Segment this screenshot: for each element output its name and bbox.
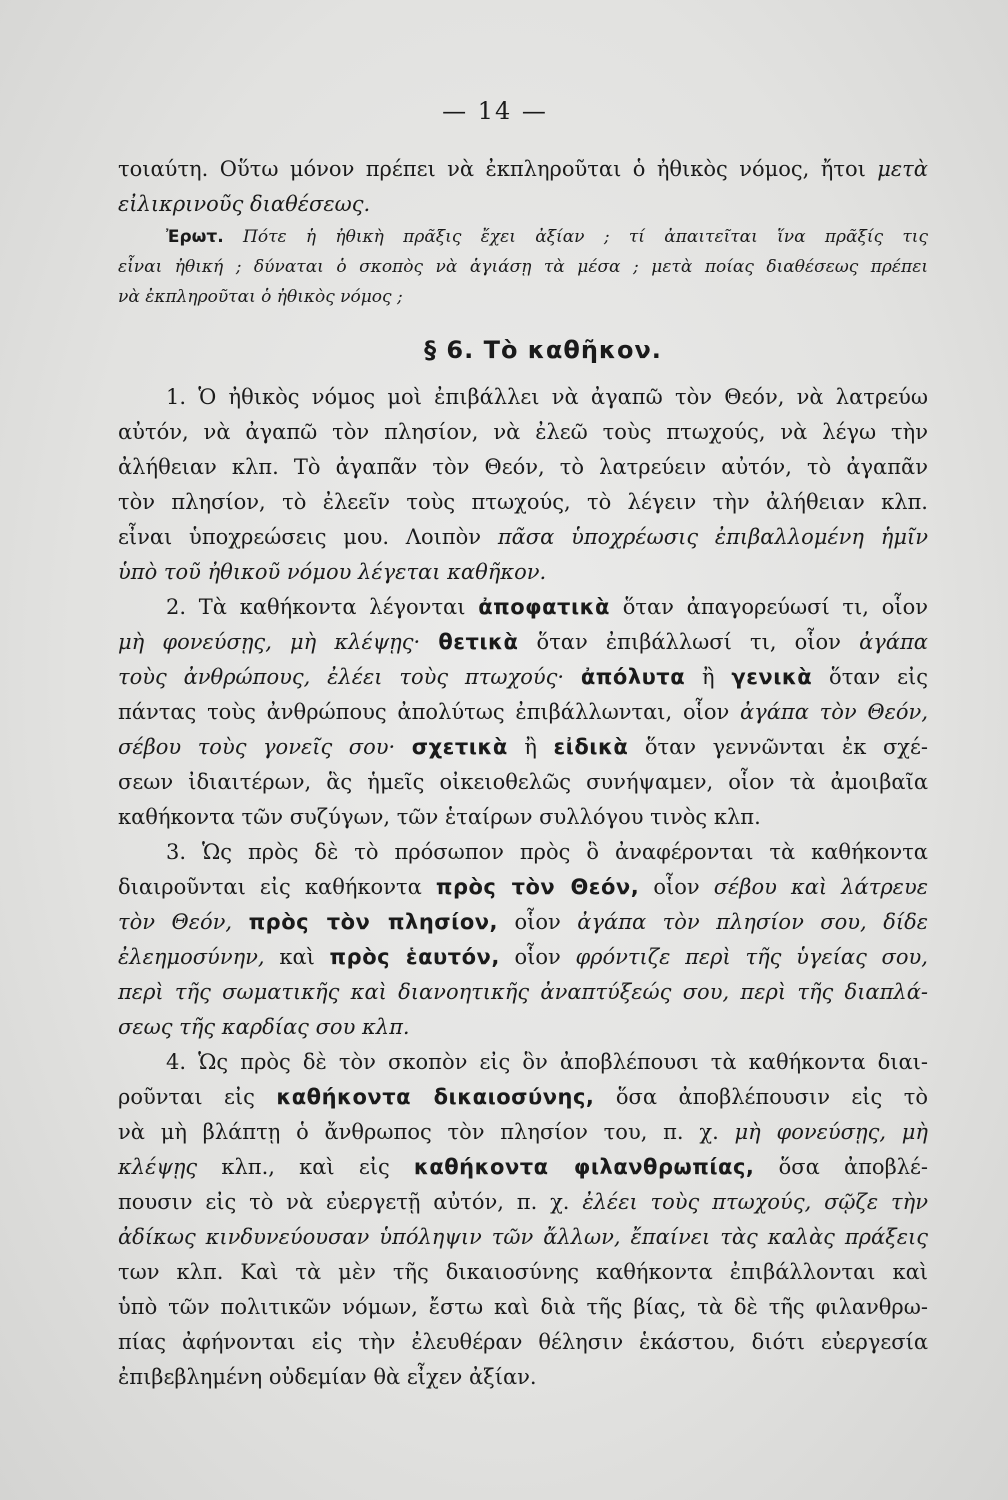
paragraph-1: 1. Ὁ ἠθικὸς νόμος μοὶ ἐπιβάλλει νὰ ἀγαπῶ τὸν Θεόν, νὰ λατρεύω αὐτόν, νὰ ἀγαπῶ τὸν πλησίον, νὰ ἐλεῶ τοὺς πτωχούς, νὰ λέγω τὴν ἀλήθειαν κλπ. Τὸ ἀγαπᾶν τὸν Θεόν, τὸ λατρεύειν αὐτόν, τὸ ἀγαπᾶν τὸν πλησίον, τὸ ἐλεεῖν τοὺς πτωχούς, τὸ λέγειν τὴν ἀλήθειαν κλπ. εἶναι ὑποχρεώσεις μου. Λοιπὸν πᾶσα ὑποχρέωσις ἐπιβαλλομένη ἡμῖν ὑπὸ τοῦ ἠθικοῦ νόμου λέγεται καθῆκον.: [118, 385, 928, 584]
intro-line-1: τοιαύτη. Οὕτω μόνον πρέπει νὰ ἐκπληροῦται ὁ ἠθικὸς νόμος, ἤτοι μετὰ: [118, 157, 928, 181]
paragraph-2: 2. Τὰ καθήκοντα λέγονται ἀποφατικὰ ὅταν ἀπαγορεύωσί τι, οἷον μὴ φονεύσῃς, μὴ κλέψῃς· θετικὰ ὅταν ἐπιβάλλωσί τι, οἷον ἀγάπα τοὺς ἀνθρώπους, ἐλέει τοὺς πτωχούς· ἀπόλυτα ἢ γενικὰ ὅταν εἰς πάντας τοὺς ἀνθρώπους ἀπολύτως ἐπιβάλλωνται, οἷον ἀγάπα τὸν Θεόν, σέβου τοὺς γονεῖς σου· σχετικὰ ἢ εἰδικὰ ὅταν γεννῶνται ἐκ σχέ- σεων ἰδιαιτέρων, ἃς ἡμεῖς οἰκειοθελῶς συνήψαμεν, οἷον τὰ ἀμοιβαῖα καθήκοντα τῶν συζύγων, τῶν ἑταίρων συλλόγου τινὸς κλπ.: [118, 595, 928, 829]
question-line-2: εἶναι ἠθική ; δύναται ὁ σκοπὸς νὰ ἁγιάσῃ τὰ μέσα ; μετὰ ποίας διαθέσεως πρέπει: [118, 257, 928, 277]
question-line-3: νὰ ἐκπληροῦται ὁ ἠθικὸς νόμος ;: [118, 287, 403, 307]
body-text: [118, 152, 928, 1395]
paragraph-4: 4. Ὡς πρὸς δὲ τὸν σκοπὸν εἰς ὃν ἀποβλέπουσι τὰ καθήκοντα διαι- ροῦνται εἰς καθήκοντα δικαιοσύνης, ὅσα ἀποβλέπουσιν εἰς τὸ νὰ μὴ βλάπτῃ ὁ ἄνθρωπος τὸν πλησίον του, π. χ. μὴ φονεύσῃς, μὴ κλέψῃς κλπ., καὶ εἰς καθήκοντα φιλανθρωπίας, ὅσα ἀποβλέ- πουσιν εἰς τὸ νὰ εὐεργετῇ αὐτόν, π. χ. ἐλέει τοὺς πτωχούς, σῷζε τὴν ἀδίκως κινδυνεύουσαν ὑπόληψιν τῶν ἄλλων, ἔπαίνει τὰς καλὰς πράξεις των κλπ. Καὶ τὰ μὲν τῆς δικαιοσύνης καθήκοντα ἐπιβάλλονται καὶ ὑπὸ τῶν πολιτικῶν νόμων, ἔστω καὶ διὰ τῆς βίας, τὰ δὲ τῆς φιλανθρω- πίας ἀφήνονται εἰς τὴν ἐλευθέραν θέλησιν ἑκάστου, διότι εὐεργεσία ἐπιβεβλημένη οὐδεμίαν θὰ εἶχεν ἀξίαν.: [118, 1050, 929, 1389]
question-line-1: Ἐρωτ. Πότε ἡ ἠθικὴ πρᾶξις ἔχει ἀξίαν ; τί ἀπαιτεῖται ἵνα πρᾶξίς τις: [166, 227, 928, 247]
page-number: — 14 —: [442, 97, 548, 125]
question-label: Ἐρωτ.: [166, 227, 224, 247]
section-heading: § 6. Τὸ καθῆκον.: [424, 336, 662, 364]
paragraph-3: 3. Ὡς πρὸς δὲ τὸ πρόσωπον πρὸς ὃ ἀναφέρονται τὰ καθήκοντα διαιροῦνται εἰς καθήκοντα πρὸς τὸν Θεόν, οἷον σέβου καὶ λάτρευε τὸν Θεόν, πρὸς τὸν πλησίον, οἷον ἀγάπα τὸν πλησίον σου, δίδε ἐλεημοσύνην, καὶ πρὸς ἑαυτόν, οἷον φρόντιζε περὶ τῆς ὑγείας σου, περὶ τῆς σωματικῆς καὶ διανοητικῆς ἀναπτύξεώς σου, περὶ τῆς διαπλά- σεως τῆς καρδίας σου κλπ.: [118, 840, 928, 1039]
intro-line-2: εἰλικρινοῦς διαθέσεως.: [118, 192, 371, 216]
